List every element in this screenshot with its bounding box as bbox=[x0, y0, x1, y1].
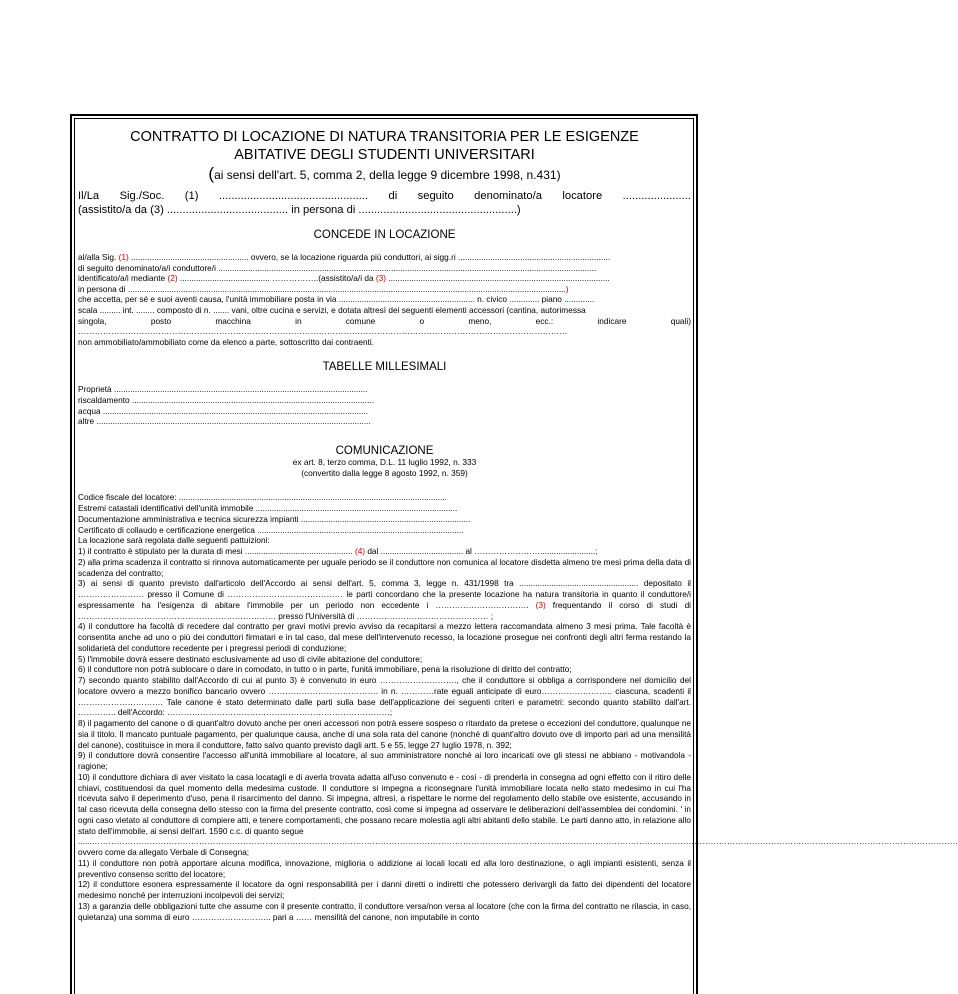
concede-line3-text: identificato/a/i mediante bbox=[78, 273, 168, 284]
clause-3 bbox=[78, 579, 691, 622]
concede-line6: scala ......... int. ........ composto di n. ....... vani, oltre cucina e servizi, e dotata altresì dei seguenti elementi accessori (cantina, autorimessa bbox=[78, 304, 586, 315]
concede-line1-text: al/alla Sig. bbox=[78, 252, 119, 262]
body-line: Documentazione amministrativa e tecnica sicurezza impianti .......................................................................... bbox=[78, 514, 471, 524]
concede-line8: …………………………………………………………………………………………………………………………………………………………… bbox=[78, 326, 568, 337]
clause-13: 13) a garanzia delle obbligazioni tutte che assume con il presente contratto, il conduttore versa/non versa al locatore (che con la firma del contratto ne rilascia, in caso, quietanza) una somma di euro ……………………….. pari a …… mensilità del canone, non imputabile in conto bbox=[78, 901, 691, 922]
footnote-ref: (4) bbox=[354, 547, 366, 557]
concede-heading: CONCEDE IN LOCAZIONE bbox=[313, 229, 456, 241]
spacer bbox=[78, 427, 691, 445]
comunicazione-subtitle2: (convertito dalla legge 8 agosto 1992, n. 359) bbox=[301, 467, 468, 478]
contract-title-line1: CONTRATTO DI LOCAZIONE DI NATURA TRANSITORIA PER LE ESIGENZE bbox=[130, 129, 639, 145]
tabelle-row: Proprietà .............................................................................................................. bbox=[78, 384, 368, 395]
tabelle-row: riscaldamento ......................................................................................................... bbox=[78, 394, 374, 405]
clause-3-text: 3) ai sensi di quanto previsto dall'articolo dell'Accordo ai sensi dell'art. 5, comma 3, legge n. 431/1998 tra .................................................... depositato il …………………… presso il Comune di …………………………………… le parti concordano che la presente locazione ha natura transitoria in quanto il conduttore/i espressamente ha l'esigenza di abitare l'immobile per un periodo non eccedente i ……………………………. bbox=[78, 579, 691, 610]
concede-line1 bbox=[78, 252, 691, 263]
body-line: Estremi catastali identificativi dell'unità immobile ........................................................................................ bbox=[78, 504, 458, 514]
subtitle-text: ai sensi dell'art. 5, comma 2, della legge 9 dicembre 1998, n.431) bbox=[214, 168, 561, 182]
clause-6: 6) il conduttore non potrà sublocare o dare in comodato, in tutto o in parte, l'unità immobiliare, pena la risoluzione di diritto del contratto; bbox=[78, 665, 572, 675]
subtitle-open-paren: ( bbox=[208, 164, 215, 183]
concede-line3-mid: ....................................... ……………..(assistito/a/i da bbox=[177, 273, 376, 284]
spacer bbox=[78, 478, 691, 493]
parties-line1: Il/La Sig./Soc. (1) ................................................ di seguito denominato/a locatore ...................... bbox=[78, 190, 691, 202]
concede-line3-rest: ................................................................................................ bbox=[386, 273, 610, 284]
clause-9: 9) il conduttore dovrà consentire l'accesso all'unità immobiliare al locatore, al suo amministratore nonché ai loro incaricati ove gli stessi ne abbiano - motivandola - ragione; bbox=[78, 751, 691, 772]
concede-line4 bbox=[78, 284, 691, 295]
contract-subtitle bbox=[78, 166, 691, 183]
body-line: Codice fiscale del locatore: ..................................................................................................................... bbox=[78, 493, 448, 503]
concede-line4-text: in persona di .............................................................................................................................................................................................. bbox=[78, 283, 566, 294]
tabelle-row: acqua ................................................................................................................... bbox=[78, 405, 369, 416]
clause-12: 12) il conduttore esonera espressamente il locatore da ogni responsabilità per i danni diretti o indiretti che potessero derivargli da fatto dei dipendenti del locatore medesimo nonché per interruzioni incolpevoli dei servizi; bbox=[78, 880, 691, 901]
body-line: Certificato di collaudo e certificazione energetica .......................................................................................... bbox=[78, 525, 464, 535]
clause-5: 5) l'immobile dovrà essere destinato esclusivamente ad uso di civile abitazione del conduttore; bbox=[78, 654, 423, 664]
concede-line1-rest: ................................................... ovvero, se la locazione riguarda più conduttori, ai sigg.ri .................................................................. bbox=[128, 252, 611, 262]
clause-7: 7) secondo quanto stabilito dall'Accordo di cui al punto 3) è convenuto in euro ………………………., che il conduttore si obbliga a corrispondere nel domicilio del locatore ovvero a mezzo bonifico bancario ovvero …………………………………. in n. …………rate eguali anticipate di euro…………………….. ciascuna, scadenti il …………………………. Tale canone è stato determinato dalle parti sulla base dell'applicazione dei seguenti criteri e parametri: secondo quanto stabilito dall'art. ………….. dell'Accordo: ………………………………………………………………………; bbox=[78, 676, 691, 718]
concede-line7: singola, posto macchina in comune o meno, ecc.: indicare quali) bbox=[78, 315, 691, 326]
contract-title-line2: ABITATIVE DEGLI STUDENTI UNIVERSITARI bbox=[234, 147, 535, 163]
clause-1 bbox=[78, 547, 691, 558]
document-frame bbox=[70, 114, 958, 994]
clause-10-dots: ......……………………………………………………………………………………………………………………………………………………………………………………………………………………………………………………………………………………… ovvero come da allegato Verbale di Consegna; bbox=[78, 837, 958, 858]
concede-line5: che accetta, per sé e suoi aventi causa, l'unità immobiliare posta in via ........................................................... n. civico ............. piano ............. bbox=[78, 294, 595, 305]
clause-2: 2) alla prima scadenza il contratto si rinnova automaticamente per uguale periodo se il conduttore non comunica al locatore disdetta almeno tre mesi prima della data di scadenza del contratto; bbox=[78, 557, 691, 578]
contract-body bbox=[78, 493, 958, 923]
concede-line9: non ammobiliato/ammobiliato come da elenco a parte, sottoscritto dai contraenti. bbox=[78, 336, 375, 347]
tabelle-heading: TABELLE MILLESIMALI bbox=[322, 361, 447, 374]
concede-line3 bbox=[78, 273, 691, 284]
comunicazione-subtitle1: ex art. 8, terzo comma, D.L. 11 luglio 1992, n. 333 bbox=[292, 456, 477, 467]
document-inner-border bbox=[74, 118, 958, 994]
parties-line2: (assistito/a da (3) ....................................... in persona di ...................................................) bbox=[78, 204, 521, 216]
comunicazione-heading: COMUNICAZIONE bbox=[335, 444, 434, 457]
clause-4: 4) il conduttore ha facoltà di recedere dal contratto per gravi motivi previo avviso da recapitarsi a mezzo lettera raccomandata almeno 3 mesi prima. Tale facoltà è consentita anche ad uno o più dei conduttori firmatari e in tal caso, dal mese dell'intervenuto recesso, la locazione prosegue nei confronti degli altri ferma restando la solidarietà del conduttore recedente per i pregressi periodi di conduzione; bbox=[78, 622, 691, 653]
clause-1-text: 1) il contratto è stipulato per la durata di mesi ............................................... bbox=[78, 547, 355, 557]
footnote-ref: (3) bbox=[535, 600, 546, 610]
footnote-ref: (1) bbox=[118, 252, 129, 262]
clause-11: 11) il conduttore non potrà apportare alcuna modifica, innovazione, miglioria o addizione ai locali locati ed alla loro destinazione, o agli impianti esistenti, senza il preventivo consenso scritto del locatore; bbox=[78, 858, 691, 879]
clause-10: 10) il conduttore dichiara di aver visitato la casa locatagli e di averla trovata adatta all'uso convenuto e - così - di prenderla in consegna ad ogni effetto con il ritiro delle chiavi, costituendosi da quel momento della medesima custode. Il conduttore si impegna a riconsegnare l'unità immobiliare locata nello stato medesimo in cui l'ha ricevuta salvo il deperimento d'uso, pena il risarcimento del danno. Si impegna, altresì, a rispettare le norme del regolamento dello stabile ove esistente, accusando in tal caso ricevuta della consegna dello stesso con la firma del presente contratto, così come si impegna ad osservare le deliberazioni dell'assemblea dei condomini. ' in ogni caso vietato al conduttore di compiere atti, e tenere comportamenti, che possano recare molestia agli altri abitanti dello stabile. Le parti danno atto, in relazione allo stato dell'immobile, ai sensi dell'art. 1590 c.c. di quanto segue bbox=[78, 772, 691, 836]
body-line: La locazione sarà regolata dalle seguenti pattuizioni: bbox=[78, 536, 270, 546]
footnote-ref: (3) bbox=[375, 273, 387, 284]
footnote-ref: ) bbox=[565, 283, 569, 294]
clause-3-rest: frequentando il corso di studi di ……………………………………………………………… presso l'Università di ………………………………………… ; bbox=[78, 600, 691, 621]
clause-8: 8) il pagamento del canone o di quant'altro dovuto anche per oneri accessori non potrà essere sospeso o ritardato da pretese o eccezioni del conduttore, qualunque ne sia il titolo. Il mancato puntuale pagamento, per qualunque causa, anche di una sola rata del canone (nonché di quant'altro dovuto ove di importo pari ad una mensilità del canone), costituisce in mora il conduttore, fatto salvo quanto previsto dagli artt. 5 e 55, legge 27 luglio 1978, n. 392; bbox=[78, 719, 691, 750]
concede-line2: di seguito denominato/a/i conduttore/i .................................................................................................................................................................... bbox=[78, 262, 597, 273]
tabelle-row: altre ....................................................................................................................... bbox=[78, 416, 371, 427]
clause-1-rest: dal .................................... al ……………………........................; bbox=[365, 547, 598, 557]
footnote-ref: (2) bbox=[167, 273, 178, 284]
